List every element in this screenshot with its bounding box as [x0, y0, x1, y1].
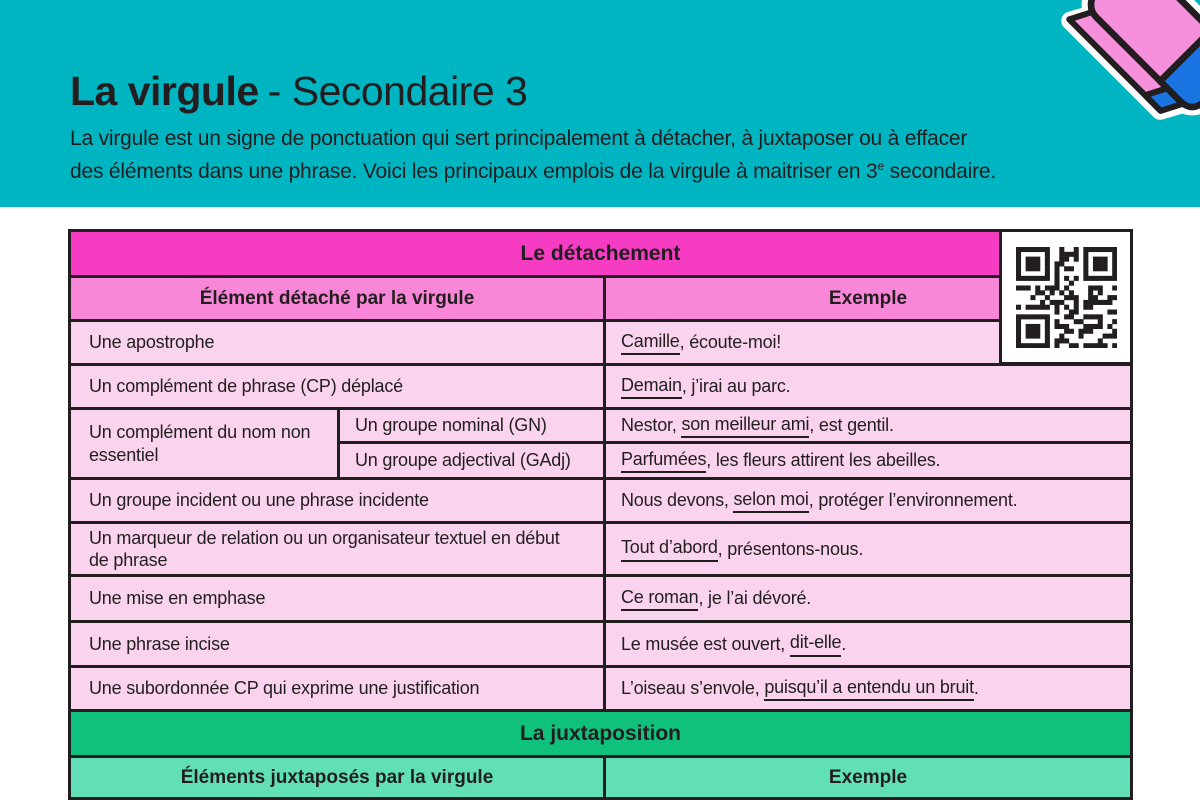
- row-example: Parfumées , les fleurs attirent les abeilles.: [606, 444, 1130, 477]
- row-label: Un complément du nom non essentiel: [71, 410, 340, 477]
- column-header-elements: Éléments juxtaposés par la virgule: [71, 758, 606, 797]
- top-banner: [0, 0, 1200, 207]
- row-example: Tout d’abord , présentons-nous.: [606, 524, 1130, 574]
- subrow-label: Un groupe adjectival (GAdj): [340, 444, 606, 477]
- table-row: [71, 623, 1130, 668]
- row-label: Une subordonnée CP qui exprime une justification: [71, 668, 606, 709]
- comma-usage-table: [68, 229, 1133, 800]
- row-label: Un marqueur de relation ou un organisateur textuel en début de phrase: [71, 524, 606, 574]
- row-example: Nestor, son meilleur ami , est gentil.: [606, 410, 1130, 441]
- table-row: [71, 366, 1130, 410]
- detachement-title: Le détachement: [520, 241, 681, 265]
- description-line-1: La virgule est un signe de ponctuation qui sert principalement à détacher, à juxtaposer ou à effacer: [70, 127, 968, 150]
- page-title-suffix: - Secondaire 3: [267, 68, 528, 114]
- page-title: [70, 68, 527, 114]
- juxtaposition-title: La juxtaposition: [519, 721, 681, 745]
- qr-code: [999, 229, 1133, 365]
- page-description: [70, 126, 996, 185]
- table-row: [71, 577, 1130, 623]
- table-subrow: [340, 410, 1130, 444]
- row-label: Une mise en emphase: [71, 577, 606, 620]
- row-example: Camille , écoute-moi!: [606, 322, 1130, 363]
- table-row: [71, 322, 1130, 366]
- table-row: [71, 668, 1130, 712]
- table-row: [71, 480, 1130, 524]
- detachement-header-band: [71, 232, 1130, 278]
- qr-code-pattern: [1016, 247, 1117, 348]
- row-example: Nous devons, selon moi , protéger l’environnement.: [606, 480, 1130, 521]
- row-label: Un complément de phrase (CP) déplacé: [71, 366, 606, 407]
- eraser-icon: [1055, 0, 1200, 142]
- row-label: Une apostrophe: [71, 322, 606, 363]
- description-line-2: des éléments dans une phrase. Voici les principaux emplois de la virgule à maitriser en 3e secondaire.: [70, 158, 996, 183]
- column-header-element: Élément détaché par la virgule: [71, 278, 606, 319]
- subrow-label: Un groupe nominal (GN): [340, 410, 606, 441]
- column-header-example: Exemple: [828, 287, 908, 309]
- table-subrow: [340, 444, 1130, 477]
- row-example: Le musée est ouvert, dit-elle .: [606, 623, 1130, 665]
- column-header-example: Exemple: [828, 766, 908, 788]
- row-label: Une phrase incise: [71, 623, 606, 665]
- row-example: Ce roman , je l’ai dévoré.: [606, 577, 1130, 620]
- row-example: L’oiseau s’envole, puisqu’il a entendu un bruit .: [606, 668, 1130, 709]
- table-row: [71, 524, 1130, 577]
- row-example: Demain , j’irai au parc.: [606, 366, 1130, 407]
- row-label: Un groupe incident ou une phrase incidente: [71, 480, 606, 521]
- juxtaposition-column-headers: [71, 758, 1130, 800]
- table-row-split: [71, 410, 1130, 480]
- juxtaposition-header-band: [71, 712, 1130, 758]
- page-title-main: La virgule: [70, 68, 259, 114]
- detachement-column-headers: [71, 278, 1130, 322]
